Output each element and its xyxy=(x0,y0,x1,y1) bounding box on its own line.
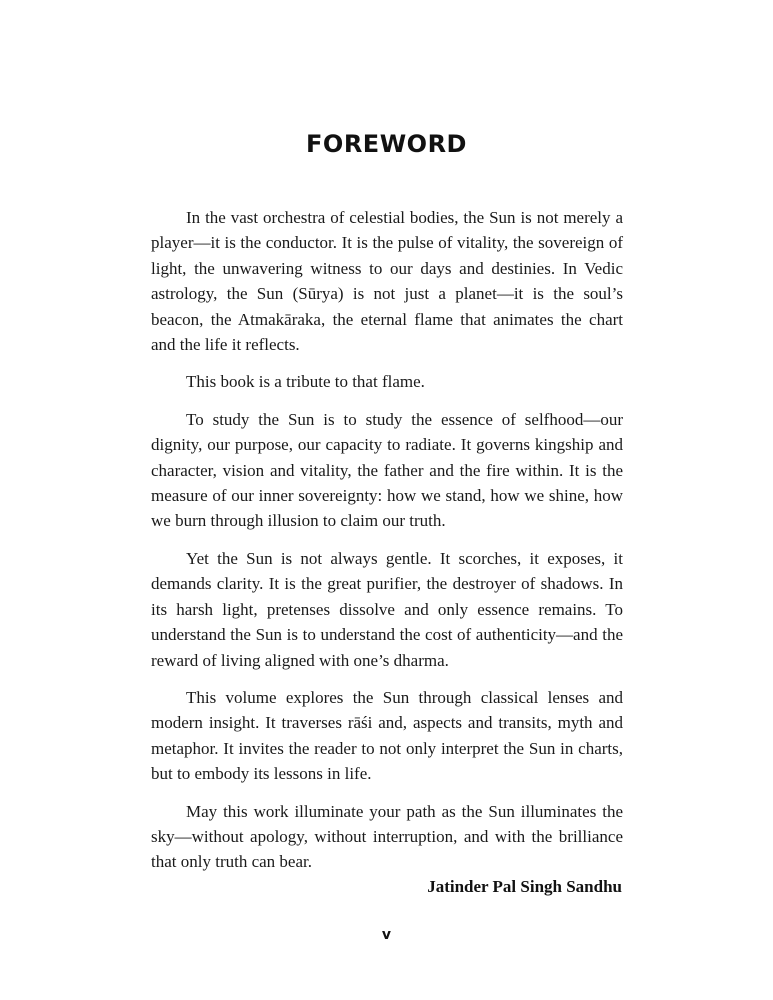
paragraph-4: Yet the Sun is not always gentle. It scorches, it exposes, it demands clarity. It is the great purifier, the destroyer of shadows. In its harsh light, pretenses dissolve and only essence remains. To understand the Sun is to understand the cost of authenticity—and the reward of living aligned with one’s dharma. xyxy=(151,548,623,670)
paragraph-5: This volume explores the Sun through classical lenses and modern insight. It traverses rāśi and, aspects and transits, myth and metaphor. It invites the reader to not only interpret the Sun in charts, but to embody its lessons in life. xyxy=(151,687,623,784)
page-number: v xyxy=(381,927,392,943)
paragraph-3: To study the Sun is to study the essence of selfhood—our dignity, our purpose, our capacity to radiate. It governs kingship and character, vision and vitality, the father and the fire within. It is the measure of our inner sovereignty: how we stand, how we shine, how we burn through illusion to claim our truth. xyxy=(151,409,623,531)
paragraph-1: In the vast orchestra of celestial bodies, the Sun is not merely a player—it is the conductor. It is the pulse of vitality, the sovereign of light, the unwavering witness to our days and destinies. In Vedic astrology, the Sun (Sūrya) is not just a planet—it is the soul’s beacon, the Atmakāraka, the eternal flame that animates the chart and the life it reflects. xyxy=(151,208,623,355)
foreword-body xyxy=(151,205,623,887)
paragraph-6: May this work illuminate your path as the Sun illuminates the sky—without apology, without interruption, and with the brilliance that only truth can bear. xyxy=(151,801,623,872)
author-signature: Jatinder Pal Singh Sandhu xyxy=(427,877,622,896)
page-title: FOREWORD xyxy=(306,130,467,158)
paragraph-2: This book is a tribute to that flame. xyxy=(186,372,425,392)
